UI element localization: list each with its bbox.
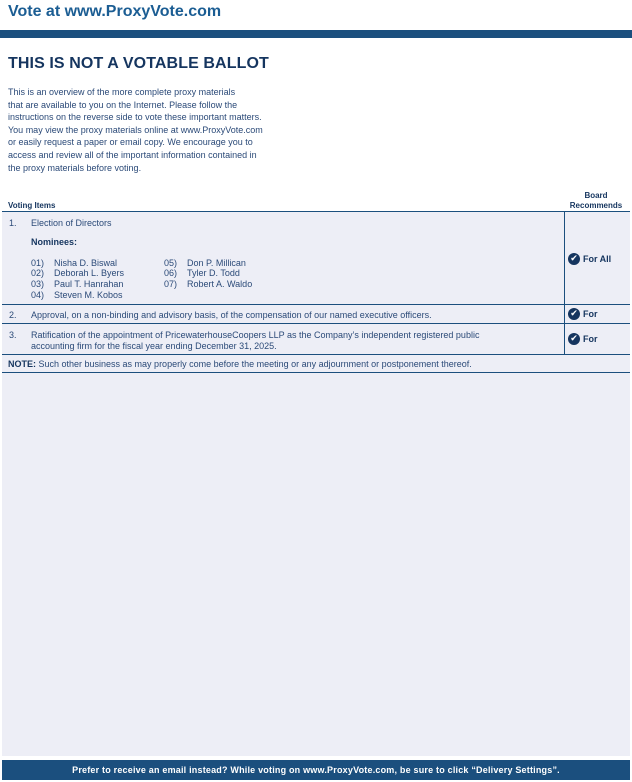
nominee-number: 06) [164,268,178,278]
voting-items-header: Voting Items [8,201,56,210]
intro-line: You may view the proxy materials online at www.ProxyVote.com [8,124,263,135]
nominee-item [31,268,124,278]
nominee-name: Robert A. Waldo [187,279,253,289]
item-text-ratification [31,330,561,352]
nominee-item [164,258,246,268]
item-number: 1. [9,218,17,228]
recommendation-for [568,308,598,320]
intro-line: instructions on the reverse side to vote these important matters. [8,112,262,123]
item-text-compensation: Approval, on a non-binding and advisory basis, of the compensation of our named executive officers. [31,310,432,320]
nominee-number: 02) [31,268,45,278]
recommendation-label: For All [583,254,612,264]
nominee-number: 05) [164,258,178,268]
nominee-item [164,268,240,278]
item-text-election: Election of Directors [31,218,112,228]
nominee-number: 07) [164,279,178,289]
intro-line: the proxy materials before voting. [8,162,142,173]
recommendation-label: For [583,334,598,344]
header-title: Vote at www.ProxyVote.com [8,3,222,20]
board-recommends-header [564,191,628,211]
row-divider [2,304,630,305]
intro-paragraph [8,86,308,174]
header-divider-bar [0,30,632,38]
table-top-divider [2,211,630,212]
recommendation-for-all [568,253,611,265]
intro-line: This is an overview of the more complete proxy materials [8,87,236,97]
item-number: 3. [9,330,17,340]
item-number: 2. [9,310,17,320]
recommendation-for [568,333,598,345]
page-header [0,0,632,30]
row-divider [2,354,630,355]
note-text [8,359,472,369]
recommends-label: Recommends [569,201,623,210]
nominee-number: 03) [31,279,45,289]
nominee-name: Nisha D. Biswal [54,258,118,268]
nominee-name: Tyler D. Todd [187,268,240,278]
nominee-name: Deborah L. Byers [54,268,125,278]
recommendation-label: For [583,309,598,319]
intro-line: or easily request a paper or email copy. We encourage you to [8,137,253,148]
board-label: Board [584,191,608,200]
intro-line: that are available to you on the Internet. Please follow the [8,99,238,110]
nominee-name: Steven M. Kobos [54,290,123,300]
note-body: Such other business as may properly come before the meeting or any adjournment or postponement thereof. [36,359,472,369]
nominee-name: Don P. Millican [187,258,246,268]
page-title: THIS IS NOT A VOTABLE BALLOT [8,55,269,72]
nominees-label: Nominees: [31,237,78,247]
nominee-item [164,279,252,289]
nominee-item [31,258,117,268]
checkmark-icon: ✔ [568,333,580,345]
intro-line: access and review all of the important information contained in [8,149,257,160]
item-text-line: accounting firm for the fiscal year ending December 31, 2025. [31,341,277,351]
recommendation-column-divider [564,212,565,354]
item-text-line: Ratification of the appointment of PricewaterhouseCoopers LLP as the Company’s independent registered public [31,330,480,340]
note-divider [2,372,630,373]
footer-banner: Prefer to receive an email instead? While voting on www.ProxyVote.com, be sure to click “Delivery Settings”. [2,760,630,780]
nominee-item [31,290,123,300]
nominee-number: 01) [31,258,45,268]
nominee-name: Paul T. Hanrahan [54,279,124,289]
checkmark-icon: ✔ [568,308,580,320]
nominee-item [31,279,123,289]
note-label: NOTE: [8,359,36,369]
nominee-number: 04) [31,290,45,300]
row-divider [2,323,630,324]
checkmark-icon: ✔ [568,253,580,265]
